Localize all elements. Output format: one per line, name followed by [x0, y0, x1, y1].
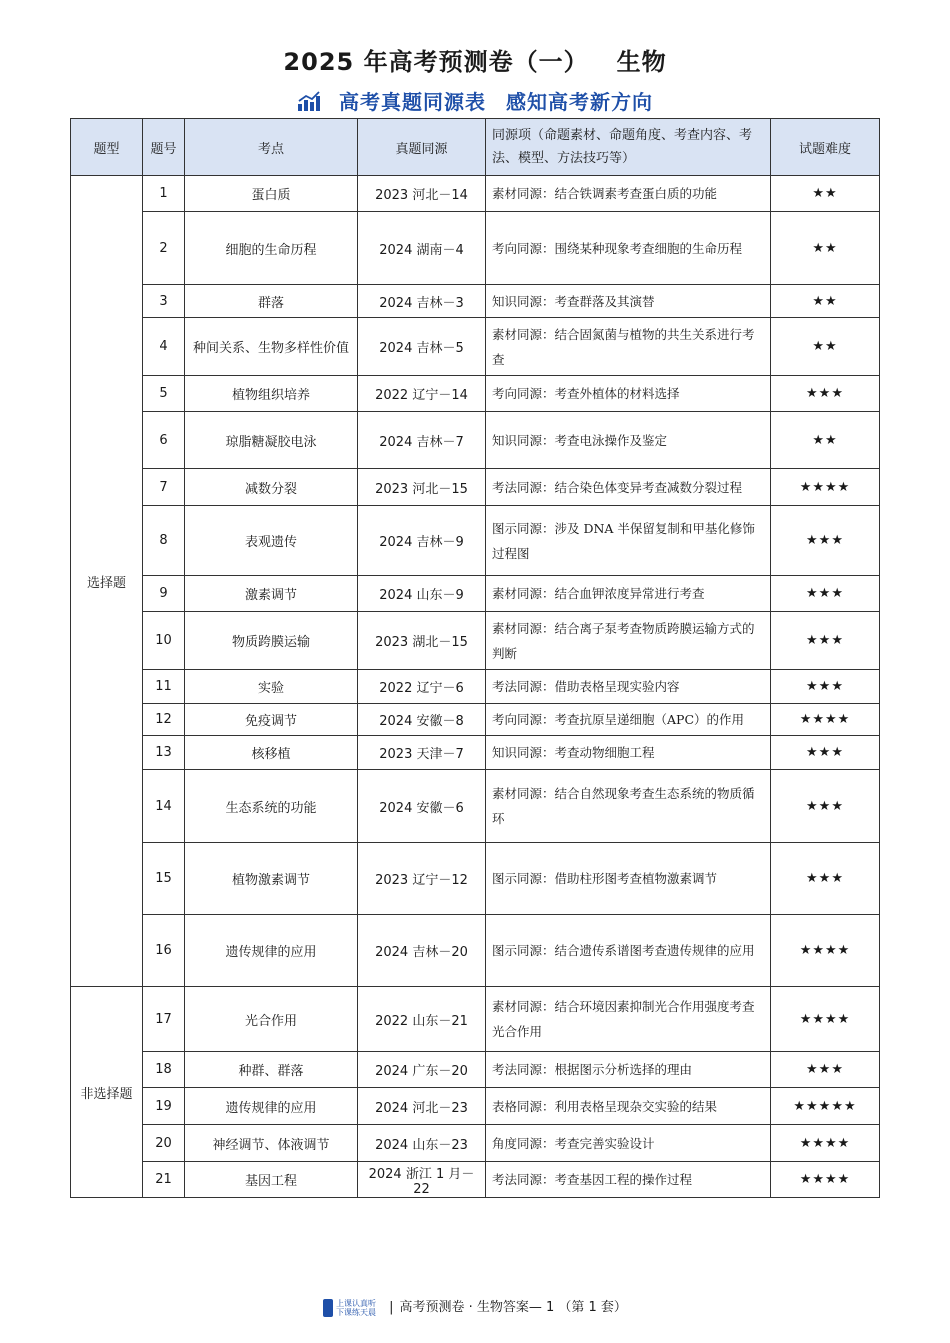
table-row — [71, 376, 880, 412]
table-row — [71, 412, 880, 469]
row-origin: 2024 安徽－8 — [358, 704, 486, 736]
row-topic: 神经调节、体液调节 — [185, 1125, 358, 1162]
row-num: 13 — [143, 736, 185, 770]
row-origin: 2022 辽宁－6 — [358, 670, 486, 704]
table-row — [71, 704, 880, 736]
row-origin: 2024 吉林－9 — [358, 506, 486, 576]
row-difficulty: ★★★ — [771, 670, 880, 704]
group-label-non-choice: 非选择题 — [71, 987, 143, 1198]
row-origin: 2024 山东－9 — [358, 576, 486, 612]
subtitle-right: 感知高考新方向 — [505, 90, 653, 114]
row-source: 考法同源：考查基因工程的操作过程 — [486, 1162, 771, 1198]
row-topic: 基因工程 — [185, 1162, 358, 1198]
table-row — [71, 318, 880, 376]
table-row — [71, 285, 880, 318]
table-row — [71, 1052, 880, 1088]
row-difficulty: ★★★ — [771, 1052, 880, 1088]
page-title — [0, 42, 950, 77]
row-topic: 群落 — [185, 285, 358, 318]
row-source: 知识同源：考查群落及其演替 — [486, 285, 771, 318]
header-source: 同源项（命题素材、命题角度、考查内容、考法、模型、方法技巧等） — [486, 119, 771, 176]
row-source: 素材同源：结合血钾浓度异常进行考查 — [486, 576, 771, 612]
publisher-logo — [323, 1299, 383, 1317]
table-row — [71, 987, 880, 1052]
row-difficulty: ★★★★ — [771, 915, 880, 987]
row-origin: 2024 山东－23 — [358, 1125, 486, 1162]
header-type: 题型 — [71, 119, 143, 176]
table-row — [71, 843, 880, 915]
row-topic: 遗传规律的应用 — [185, 915, 358, 987]
row-difficulty: ★★ — [771, 212, 880, 285]
row-difficulty: ★★★ — [771, 736, 880, 770]
row-num: 9 — [143, 576, 185, 612]
row-difficulty: ★★ — [771, 318, 880, 376]
row-topic: 物质跨膜运输 — [185, 612, 358, 670]
row-origin: 2023 辽宁－12 — [358, 843, 486, 915]
row-num: 10 — [143, 612, 185, 670]
subtitle-left: 高考真题同源表 — [338, 90, 486, 114]
table-header-row — [71, 119, 880, 176]
row-topic: 细胞的生命历程 — [185, 212, 358, 285]
row-source: 考法同源：结合染色体变异考查减数分裂过程 — [486, 469, 771, 506]
row-topic: 琼脂糖凝胶电泳 — [185, 412, 358, 469]
row-origin: 2022 山东－21 — [358, 987, 486, 1052]
row-difficulty: ★★ — [771, 176, 880, 212]
table-row — [71, 612, 880, 670]
row-difficulty: ★★★ — [771, 612, 880, 670]
subject-text: 生物 — [616, 48, 667, 76]
row-difficulty: ★★★★ — [771, 704, 880, 736]
row-difficulty: ★★★ — [771, 770, 880, 843]
table-row — [71, 915, 880, 987]
title-text: 2025 年高考预测卷（一） — [283, 48, 589, 76]
row-origin: 2024 浙江 1 月－22 — [358, 1162, 486, 1198]
table-row — [71, 469, 880, 506]
table-row — [71, 576, 880, 612]
header-num: 题号 — [143, 119, 185, 176]
row-topic: 蛋白质 — [185, 176, 358, 212]
table-row — [71, 736, 880, 770]
row-topic: 植物激素调节 — [185, 843, 358, 915]
header-origin: 真题同源 — [358, 119, 486, 176]
row-topic: 免疫调节 — [185, 704, 358, 736]
row-topic: 遗传规律的应用 — [185, 1088, 358, 1125]
row-source: 图示同源：结合遗传系谱图考查遗传规律的应用 — [486, 915, 771, 987]
row-num: 18 — [143, 1052, 185, 1088]
row-difficulty: ★★ — [771, 412, 880, 469]
row-num: 3 — [143, 285, 185, 318]
row-num: 16 — [143, 915, 185, 987]
page-subtitle — [0, 86, 950, 115]
row-difficulty: ★★★ — [771, 506, 880, 576]
row-origin: 2024 吉林－7 — [358, 412, 486, 469]
row-origin: 2024 湖南－4 — [358, 212, 486, 285]
row-origin: 2023 河北－15 — [358, 469, 486, 506]
row-difficulty: ★★★ — [771, 376, 880, 412]
header-topic: 考点 — [185, 119, 358, 176]
row-source: 素材同源：结合铁调素考查蛋白质的功能 — [486, 176, 771, 212]
row-num: 1 — [143, 176, 185, 212]
row-difficulty: ★★★★ — [771, 987, 880, 1052]
logo-line-2: 下课练天晨 — [336, 1307, 377, 1317]
row-num: 2 — [143, 212, 185, 285]
row-source: 图示同源：涉及 DNA 半保留复制和甲基化修饰过程图 — [486, 506, 771, 576]
logo-line-1: 上课认真听 — [336, 1298, 377, 1308]
row-source: 角度同源：考查完善实验设计 — [486, 1125, 771, 1162]
row-difficulty: ★★★★★ — [771, 1088, 880, 1125]
row-source: 知识同源：考查电泳操作及鉴定 — [486, 412, 771, 469]
table-row — [71, 506, 880, 576]
row-source: 素材同源：结合自然现象考查生态系统的物质循环 — [486, 770, 771, 843]
row-topic: 实验 — [185, 670, 358, 704]
table-row — [71, 1125, 880, 1162]
table-row — [71, 1088, 880, 1125]
row-num: 19 — [143, 1088, 185, 1125]
row-difficulty: ★★★★ — [771, 1125, 880, 1162]
row-num: 15 — [143, 843, 185, 915]
row-origin: 2024 吉林－5 — [358, 318, 486, 376]
row-source: 知识同源：考查动物细胞工程 — [486, 736, 771, 770]
row-difficulty: ★★★★ — [771, 469, 880, 506]
row-num: 20 — [143, 1125, 185, 1162]
row-num: 6 — [143, 412, 185, 469]
chart-icon — [297, 90, 321, 112]
row-origin: 2024 安徽－6 — [358, 770, 486, 843]
row-num: 17 — [143, 987, 185, 1052]
header-difficulty: 试题难度 — [771, 119, 880, 176]
row-source: 考向同源：围绕某种现象考查细胞的生命历程 — [486, 212, 771, 285]
row-difficulty: ★★★ — [771, 843, 880, 915]
row-num: 4 — [143, 318, 185, 376]
row-topic: 减数分裂 — [185, 469, 358, 506]
row-num: 5 — [143, 376, 185, 412]
row-topic: 光合作用 — [185, 987, 358, 1052]
row-source: 表格同源：利用表格呈现杂交实验的结果 — [486, 1088, 771, 1125]
row-topic: 种间关系、生物多样性价值 — [185, 318, 358, 376]
row-num: 7 — [143, 469, 185, 506]
table-row — [71, 212, 880, 285]
row-difficulty: ★★★ — [771, 576, 880, 612]
source-table — [70, 118, 880, 1198]
row-topic: 植物组织培养 — [185, 376, 358, 412]
row-difficulty: ★★ — [771, 285, 880, 318]
group-label-choice: 选择题 — [71, 176, 143, 987]
row-source: 素材同源：结合固氮菌与植物的共生关系进行考查 — [486, 318, 771, 376]
row-source: 考法同源：借助表格呈现实验内容 — [486, 670, 771, 704]
row-origin: 2024 河北－23 — [358, 1088, 486, 1125]
row-origin: 2024 吉林－3 — [358, 285, 486, 318]
row-topic: 生态系统的功能 — [185, 770, 358, 843]
row-topic: 表观遗传 — [185, 506, 358, 576]
row-source: 考法同源：根据图示分析选择的理由 — [486, 1052, 771, 1088]
row-topic: 激素调节 — [185, 576, 358, 612]
table-row — [71, 670, 880, 704]
table-row — [71, 1162, 880, 1198]
row-num: 8 — [143, 506, 185, 576]
row-source: 图示同源：借助柱形图考查植物激素调节 — [486, 843, 771, 915]
page-footer: 上课认真听 下课练天晨 | 高考预测卷 · 生物答案— 1 （第 1 套） — [0, 1296, 950, 1317]
row-source: 考向同源：考查外植体的材料选择 — [486, 376, 771, 412]
row-topic: 种群、群落 — [185, 1052, 358, 1088]
footer-text: 高考预测卷 · 生物答案— 1 （第 1 套） — [399, 1300, 627, 1315]
row-difficulty: ★★★★ — [771, 1162, 880, 1198]
row-origin: 2023 湖北－15 — [358, 612, 486, 670]
row-num: 14 — [143, 770, 185, 843]
row-origin: 2024 吉林－20 — [358, 915, 486, 987]
row-origin: 2022 辽宁－14 — [358, 376, 486, 412]
table-row — [71, 176, 880, 212]
row-source: 考向同源：考查抗原呈递细胞（APC）的作用 — [486, 704, 771, 736]
row-origin: 2023 天津－7 — [358, 736, 486, 770]
row-source: 素材同源：结合环境因素抑制光合作用强度考查光合作用 — [486, 987, 771, 1052]
row-topic: 核移植 — [185, 736, 358, 770]
row-num: 12 — [143, 704, 185, 736]
row-num: 11 — [143, 670, 185, 704]
table-row — [71, 770, 880, 843]
row-origin: 2024 广东－20 — [358, 1052, 486, 1088]
row-num: 21 — [143, 1162, 185, 1198]
row-source: 素材同源：结合离子泵考查物质跨膜运输方式的判断 — [486, 612, 771, 670]
row-origin: 2023 河北－14 — [358, 176, 486, 212]
